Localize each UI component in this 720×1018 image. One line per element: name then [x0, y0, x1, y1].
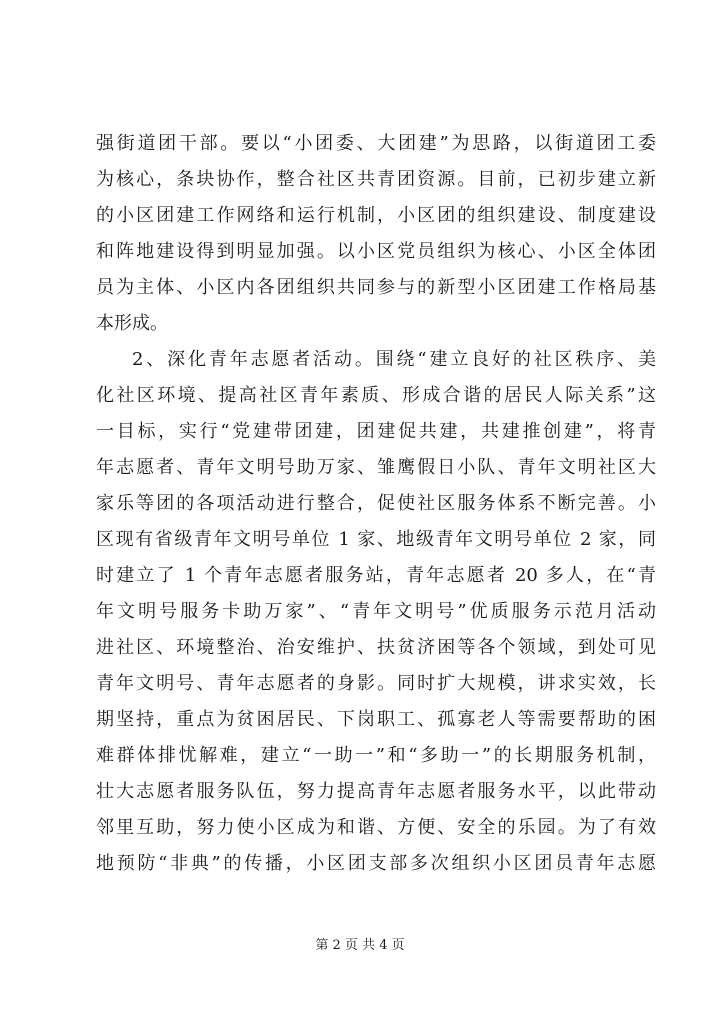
text-line: 进社区、环境整治、治安维护、扶贫济困等各个领域，到处可见 [96, 637, 656, 658]
text-line: 本形成。 [96, 313, 168, 334]
text-line: 壮大志愿者服务队伍，努力提高青年志愿者服务水平，以此带动 [96, 781, 656, 802]
text-line: 年志愿者、青年文明号助万家、雏鹰假日小队、青年文明社区大 [96, 457, 656, 478]
text-line: 员为主体、小区内各团组织共同参与的新型小区团建工作格局基 [96, 277, 656, 298]
text-line: 和阵地建设得到明显加强。以小区党员组织为核心、小区全体团 [96, 241, 656, 262]
text-line: 难群体排忧解难，建立“一助一”和“多助一”的长期服务机制， [96, 745, 656, 766]
text-line: 一目标，实行“党建带团建，团建促共建，共建推创建”，将青 [96, 421, 656, 442]
text-line: 区现有省级青年文明号单位 1 家、地级青年文明号单位 2 家，同 [96, 529, 656, 550]
text-line: 年文明号服务卡助万家”、“青年文明号”优质服务示范月活动 [96, 601, 656, 622]
text-line: 2、深化青年志愿者活动。围绕“建立良好的社区秩序、美 [132, 349, 656, 370]
text-line: 地预防“非典”的传播，小区团支部多次组织小区团员青年志愿 [96, 853, 656, 874]
text-line: 邻里互助，努力使小区成为和谐、方便、安全的乐园。为了有效 [96, 817, 656, 838]
text-line: 期坚持，重点为贫困居民、下岗职工、孤寡老人等需要帮助的困 [96, 709, 656, 730]
text-line: 为核心，条块协作，整合社区共青团资源。目前，已初步建立新 [96, 169, 656, 190]
text-line: 青年文明号、青年志愿者的身影。同时扩大规模，讲求实效，长 [96, 673, 656, 694]
text-line: 强街道团干部。要以“小团委、大团建”为思路，以街道团工委 [96, 133, 656, 154]
page-footer: 第 2 页 共 4 页 [315, 938, 405, 953]
text-line: 化社区环境、提高社区青年素质、形成合谐的居民人际关系”这 [96, 385, 656, 406]
text-line: 时建立了 1 个青年志愿者服务站，青年志愿者 20 多人，在“青 [96, 565, 656, 586]
text-line: 家乐等团的各项活动进行整合，促使社区服务体系不断完善。小 [96, 493, 656, 514]
body-text [96, 126, 656, 882]
text-line: 的小区团建工作网络和运行机制，小区团的组织建设、制度建设 [96, 205, 656, 226]
